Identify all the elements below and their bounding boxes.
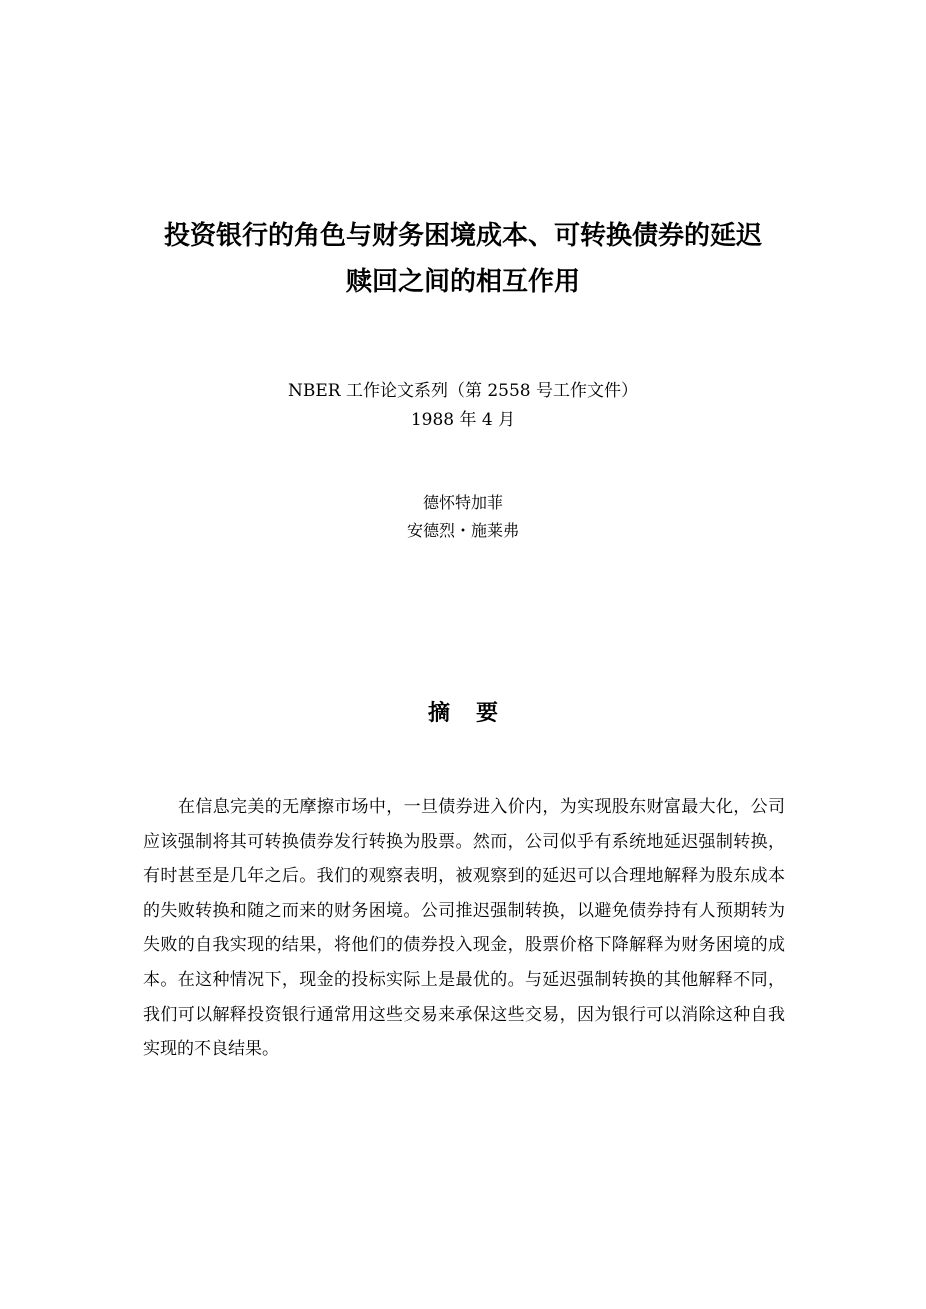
abstract-heading: 摘要 bbox=[427, 701, 524, 726]
abstract-text: 在信息完美的无摩擦市场中，一旦债券进入价内，为实现股东财富最大化，公司应该强制将其可转换债券发行转换为股票。然而，公司似乎有系统地延迟强制转换，有时甚至是几年之后。我们的观察表明，被观察到的延迟可以合理地解释为股东成本的失败转换和随之而来的财务困境。公司推迟强制转换，以避免债券持有人预期转为失败的自我实现的结果，将他们的债券投入现金，股票价格下降解释为财务困境的成本。在这种情况下，现金的投标实际上是最优的。与延迟强制转换的其他解释不同，我们可以解释投资银行通常用这些交易来承保这些交易，因为银行可以消除这种自我实现的不良结果。 bbox=[143, 797, 785, 1060]
paper-title-line-2: 赎回之间的相互作用 bbox=[345, 267, 580, 297]
publication-date: 1988 年 4 月 bbox=[410, 410, 516, 430]
author-2: 安德烈・施莱弗 bbox=[406, 521, 519, 540]
author-1: 德怀特加菲 bbox=[422, 493, 503, 512]
working-paper-series: NBER 工作论文系列（第 2558 号工作文件） bbox=[287, 381, 639, 401]
paper-title-line-1: 投资银行的角色与财务困境成本、可转换债券的延迟 bbox=[163, 221, 762, 251]
